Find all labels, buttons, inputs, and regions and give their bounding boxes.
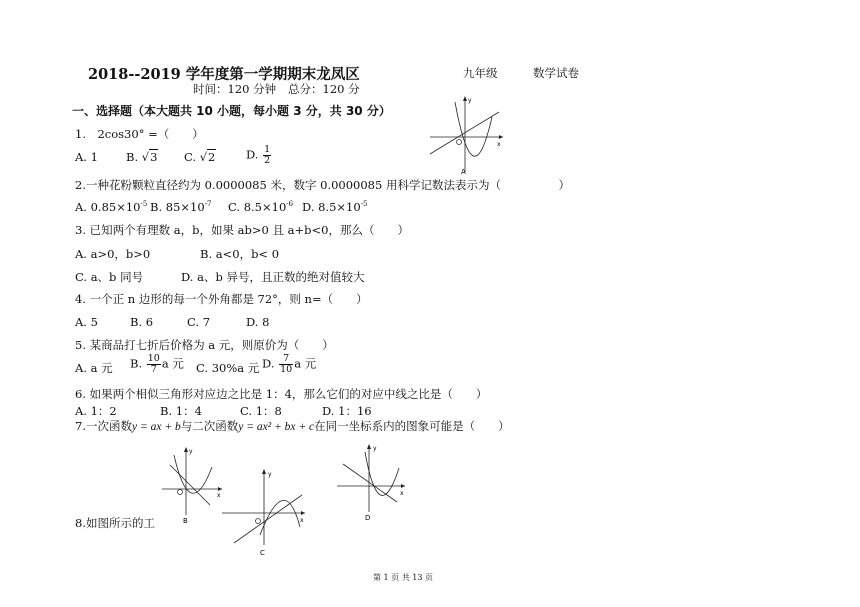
graph-c-label: C (260, 549, 265, 557)
section-heading: 一、选择题（本大题共 10 小题，每小题 3 分，共 30 分） (72, 104, 391, 118)
q6-option-a: A. 1：2 (75, 404, 117, 418)
question-1-stem: 1. 2cos30° =（ ） (75, 127, 204, 141)
graph-option-d (335, 440, 410, 525)
q2-option-d: D. $8.5\times 10^{-5}$ (302, 200, 368, 214)
q1-option-d: D. $\frac{1}{2}$ (246, 144, 271, 166)
question-2-stem: 2.一种花粉颗粒直径约为 0.0000085 米，数字 0.0000085 用科学记数法表示为（ ） (75, 178, 570, 192)
q4-option-a: A. 5 (75, 315, 98, 329)
graph-b-x-label: x (217, 492, 221, 499)
q2-option-a: A. $0.85\times 10^{-5}$ (75, 200, 148, 214)
q4-option-b: B. 6 (130, 315, 154, 329)
q6-option-b: B. 1：4 (160, 404, 202, 418)
question-8-stem: 8.如图所示的工 (75, 516, 155, 530)
q1-option-b: B. √3 (126, 150, 158, 164)
q4-option-d: D. 8 (246, 315, 270, 329)
grade-label: 九年级 (463, 66, 498, 80)
question-6-stem: 6. 如果两个相似三角形对应边之比是 1：4，那么它们的对应中线之比是（ ） (75, 387, 488, 401)
question-5-stem: 5. 某商品打七折后价格为 a 元，则原价为（ ） (75, 338, 334, 352)
question-7-stem: 7.一次函数y = ax + b与二次函数y = ax² + bx + c在同一坐标系内的图象可能是（ ） (75, 419, 510, 433)
q1-option-a: A. 1 (75, 150, 98, 164)
q4-option-c: C. 7 (187, 315, 211, 329)
q6-option-d: D. 1：16 (322, 404, 372, 418)
q3-option-d: D. a、b 异号，且正数的绝对值较大 (181, 270, 365, 284)
graph-d-x-label: x (400, 490, 404, 497)
q5-option-a: A. a 元 (75, 361, 113, 375)
q5-option-b: B. $\frac{10}{7}$ a 元 (130, 353, 184, 375)
q1-option-c: C. √2 (184, 150, 216, 164)
q5-option-c: C. 30%a 元 (196, 361, 260, 375)
graph-b-y-label: y (189, 448, 193, 455)
graph-a-x-label: x (497, 141, 501, 148)
graph-a-y-label: y (468, 97, 472, 104)
graph-c-y-label: y (268, 471, 272, 478)
q2-option-b: B. $85\times 10^{-7}$ (150, 200, 212, 214)
graph-a-label: A (461, 168, 466, 176)
question-3-stem: 3. 已知两个有理数 a，b，如果 ab>0 且 a+b<0，那么（ ） (75, 223, 409, 237)
subject-label: 数学试卷 (533, 66, 579, 80)
exam-title: 2018--2019 学年度第一学期期末龙凤区 (88, 66, 360, 83)
q3-option-c: C. a、b 同号 (75, 270, 144, 284)
graph-b-label: B (183, 517, 188, 525)
q3-option-b: B. a<0，b< 0 (200, 247, 280, 261)
q6-option-c: C. 1：8 (240, 404, 282, 418)
question-4-stem: 4. 一个正 n 边形的每一个外角都是 72°，则 n=（ ） (75, 292, 368, 306)
graph-c-x-label: x (300, 517, 304, 524)
exam-score: 总分：120 分 (288, 82, 360, 96)
q2-option-c: C. $8.5\times 10^{-6}$ (228, 200, 294, 214)
graph-option-a (425, 92, 505, 177)
q3-option-a: A. a>0，b>0 (75, 247, 151, 261)
graph-d-y-label: y (373, 445, 377, 452)
exam-time: 时间：120 分钟 (193, 82, 277, 96)
graph-d-label: D (365, 514, 371, 522)
q5-option-d: D. $\frac{7}{10}$ a 元 (262, 353, 317, 375)
graph-option-c (220, 465, 310, 557)
page-footer: 第 1 页 共 13 页 (373, 573, 433, 582)
